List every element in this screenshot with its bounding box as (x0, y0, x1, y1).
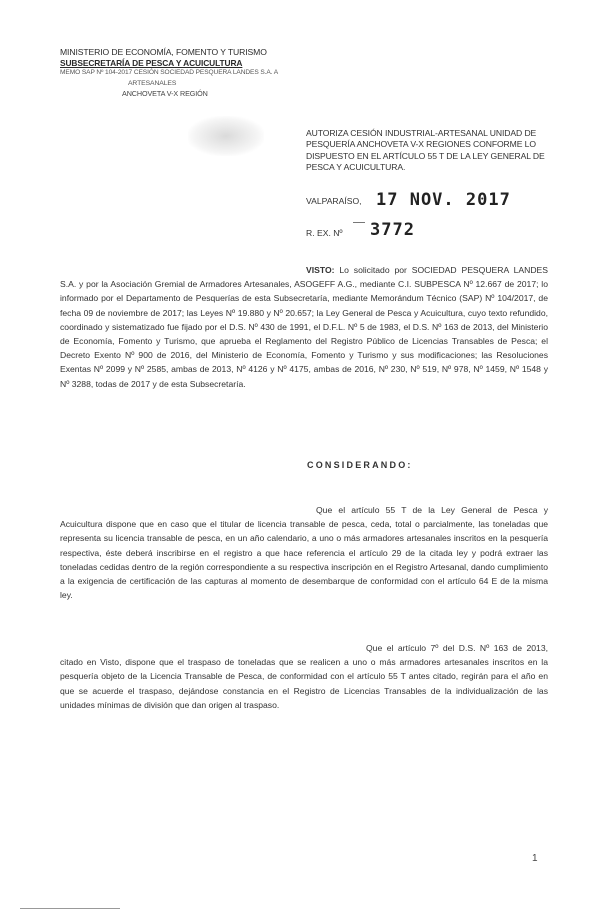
rex-label: R. EX. Nº (306, 228, 343, 238)
considerando-heading: CONSIDERANDO: (307, 460, 413, 470)
paragraph-1-text: Que el artículo 55 T de la Ley General de Pesca y Acuicultura dispone que en caso que el titular de licencia transable de pesca, ceda, total o parcialmente, las toneladas que representa su licencia transable de pesca, en un año calendario, a uno o más armadores artesanales inscritos en la pesquería respectiva, éste deberá inscribirse en el registro a que hace referencia el artículo 29 de la citada ley y podrá extraer las toneladas cedidas dentro de la región correspondiente a su respectiva inscripción en el Registro Artesanal, dando cumplimiento a la exigencia de certificación de las capturas al momento de desembarque de conformidad con el artículo 64 E de la misma ley. (60, 505, 548, 601)
considerando-paragraph-2 (60, 641, 548, 712)
resolution-date: 17 NOV. 2017 (376, 190, 511, 210)
official-stamp (188, 116, 264, 156)
visto-label: VISTO: (306, 265, 335, 275)
visto-paragraph (60, 263, 548, 391)
memo-species: ANCHOVETA V-X REGIÓN (122, 89, 208, 98)
page-number: 1 (532, 853, 538, 864)
place-label: VALPARAÍSO, (306, 196, 362, 206)
memo-reference: MEMO SAP Nº 104-2017 CESIÓN SOCIEDAD PESQUERA LANDES S.A. A (60, 69, 279, 76)
rex-number: 3772 (370, 220, 415, 240)
rex-dash (353, 222, 365, 223)
ministry-name: MINISTERIO DE ECONOMÍA, FOMENTO Y TURISMO (60, 47, 267, 57)
subsecretaria-name: SUBSECRETARÍA DE PESCA Y ACUICULTURA (60, 57, 243, 68)
visto-text: Lo solicitado por SOCIEDAD PESQUERA LANDES S.A. y por la Asociación Gremial de Armadores Artesanales, ASOGEFF A.G., mediante C.I. SUBPESCA Nº 12.667 de 2017; lo informado por el Departamento de Pesquerías de esta Subsecretaría, mediante Memorándum Técnico (SAP) Nº 104/2017, de fecha 09 de noviembre de 2017; las Leyes Nº 19.880 y Nº 20.657; la Ley General de Pesca y Acuicultura, cuyo texto refundido, coordinado y sistematizado fue fijado por el D.S. Nº 430 de 1991, el D.F.L. Nº 5 de 1983, el D.S. Nº 163 de 2013, del Ministerio de Economía, Fomento y Turismo, que aprueba el Reglamento del Registro Público de Licencias Transables de Pesca; el Decreto Exento Nº 900 de 2016, del Ministerio de Economía, Fomento y Turismo y sus modificaciones; las Resoluciones Exentas Nº 2099 y Nº 2585, ambas de 2013, Nº 4126 y Nº 4175, ambas de 2016, Nº 230, Nº 519, Nº 978, Nº 1459, Nº 1548 y Nº 3288, todas de 2017 y de esta Subsecretaría. (60, 265, 548, 389)
letterhead (60, 47, 300, 100)
footer-rule (20, 908, 120, 909)
memo-artesanales: ARTESANALES (128, 79, 177, 87)
paragraph-2-text: Que el artículo 7º del D.S. Nº 163 de 2013, citado en Visto, dispone que el traspaso de toneladas que se realicen a uno o más armadores artesanales inscritos en la pesquería objeto de la Licencia Transable de Pesca, de conformidad con el artículo 55 T antes citado, regirán para el año en que se acuerde el traspaso, dejándose constancia en el Registro de Licencias Transables de la individualización de las unidades mínimas de división que dan origen al traspaso. (60, 643, 548, 710)
considerando-paragraph-1 (60, 503, 548, 602)
resolution-title: AUTORIZA CESIÓN INDUSTRIAL-ARTESANAL UNIDAD DE PESQUERÍA ANCHOVETA V-X REGIONES CONFORME LO DISPUESTO EN EL ARTÍCULO 55 T DE LA LEY GENERAL DE PESCA Y ACUICULTURA. (306, 128, 545, 173)
